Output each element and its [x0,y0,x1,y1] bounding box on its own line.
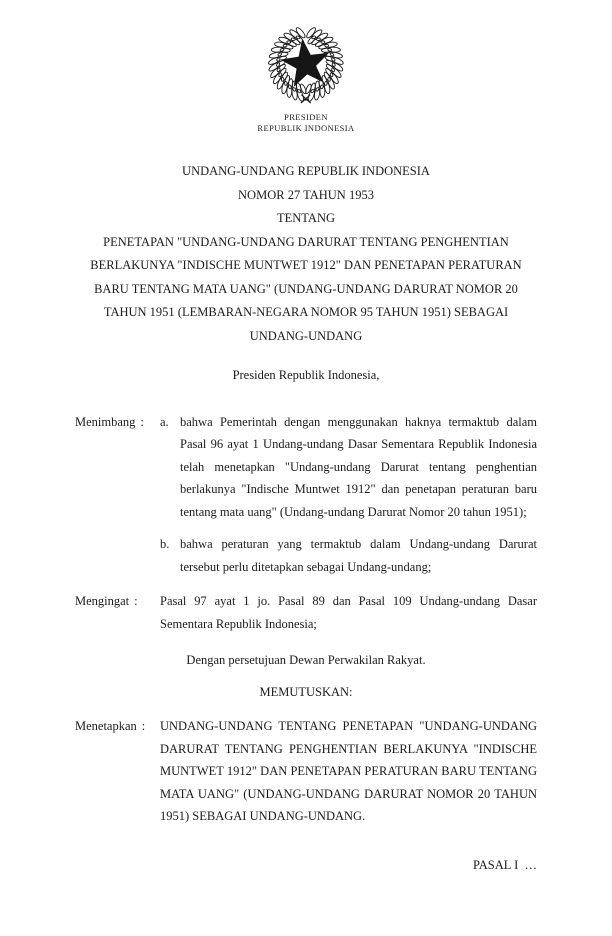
recalling-label-text: Mengingat [75,594,130,608]
considering-label [75,411,160,579]
title-line-6: BARU TENTANG MATA UANG" (UNDANG-UNDANG DARURAT NOMOR 20 [94,281,518,296]
title-line-2: NOMOR 27 TAHUN 1953 [238,187,374,202]
preamble-line: Presiden Republik Indonesia, [232,368,380,382]
presiden-label: PRESIDEN [284,112,328,122]
state-star-emblem-icon [259,26,353,108]
recalling-text: Pasal 97 ayat 1 jo. Pasal 89 dan Pasal 109 Undang-undang Dasar Sementara Republik Indonesia; [160,594,537,631]
considering-label-text: Menimbang [75,414,136,429]
item-a-text: bahwa Pemerintah dengan menggunakan haknya termaktub dalam Pasal 96 ayat 1 Undang-undang Dasar Sementara Republik Indonesia telah menetapkan "Undang-undang Darurat tentang penghentian berlakunya "Indische Muntwet 1912" dan penetapan peraturan baru tentang mata uang" (Undang-undang Darurat Nomor 20 tahun 1951); [180,414,537,519]
considering-items [160,411,537,579]
enacting-colon: : [141,719,146,733]
title-line-5: BERLAKUNYA "INDISCHE MUNTWET 1912" DAN PENETAPAN PERATURAN [90,258,522,272]
enacting-section [75,715,537,828]
considering-section [75,411,537,579]
consideration-item-a [160,411,537,524]
page-catchword: PASAL I … [472,857,537,872]
title-line-7: TAHUN 1951 (LEMBARAN-NEGARA NOMOR 95 TAHUN 1951) SEBAGAI [103,305,509,319]
item-b-text: bahwa peraturan yang termaktub dalam Undang-undang Darurat tersebut perlu ditetapkan sebagai Undang-undang; [180,537,537,574]
recalling-section [75,590,537,635]
ribbon-knot-icon [301,95,311,103]
recalling-colon: : [134,594,138,608]
considering-colon: : [140,414,144,429]
item-a-marker: a. [160,414,169,429]
agreement-line: Dengan persetujuan Dewan Perwakilan Rakyat. [186,653,426,667]
decision-heading: MEMUTUSKAN: [259,684,353,699]
title-line-1: UNDANG-UNDANG REPUBLIK INDONESIA [182,164,430,178]
consideration-item-b [160,533,537,578]
star-icon [281,38,330,86]
republik-indonesia-label: REPUBLIK INDONESIA [257,123,355,133]
issuing-authority [75,112,537,134]
enacting-label [75,715,160,828]
title-line-8: UNDANG-UNDANG [249,328,363,343]
item-b-marker: b. [160,537,170,551]
enacting-text: UNDANG-UNDANG TENTANG PENETAPAN "UNDANG-UNDANG DARURAT TENTANG PENGHENTIAN BERLAKUNYA "INDISCHE MUNTWET 1912" DAN PENETAPAN PERATURAN BARU TENTANG MATA UANG" (UNDANG-UNDANG DARURAT NOMOR 20 TAHUN 1951) SEBAGAI UNDANG-UNDANG. [160,719,537,823]
title-line-4: PENETAPAN "UNDANG-UNDANG DARURAT TENTANG PENGHENTIAN [103,234,509,249]
recalling-label [75,590,160,635]
title-line-3: TENTANG [276,211,335,225]
law-title [75,160,537,348]
emblem-section [75,26,537,134]
enacting-label-text: Menetapkan [75,719,137,733]
